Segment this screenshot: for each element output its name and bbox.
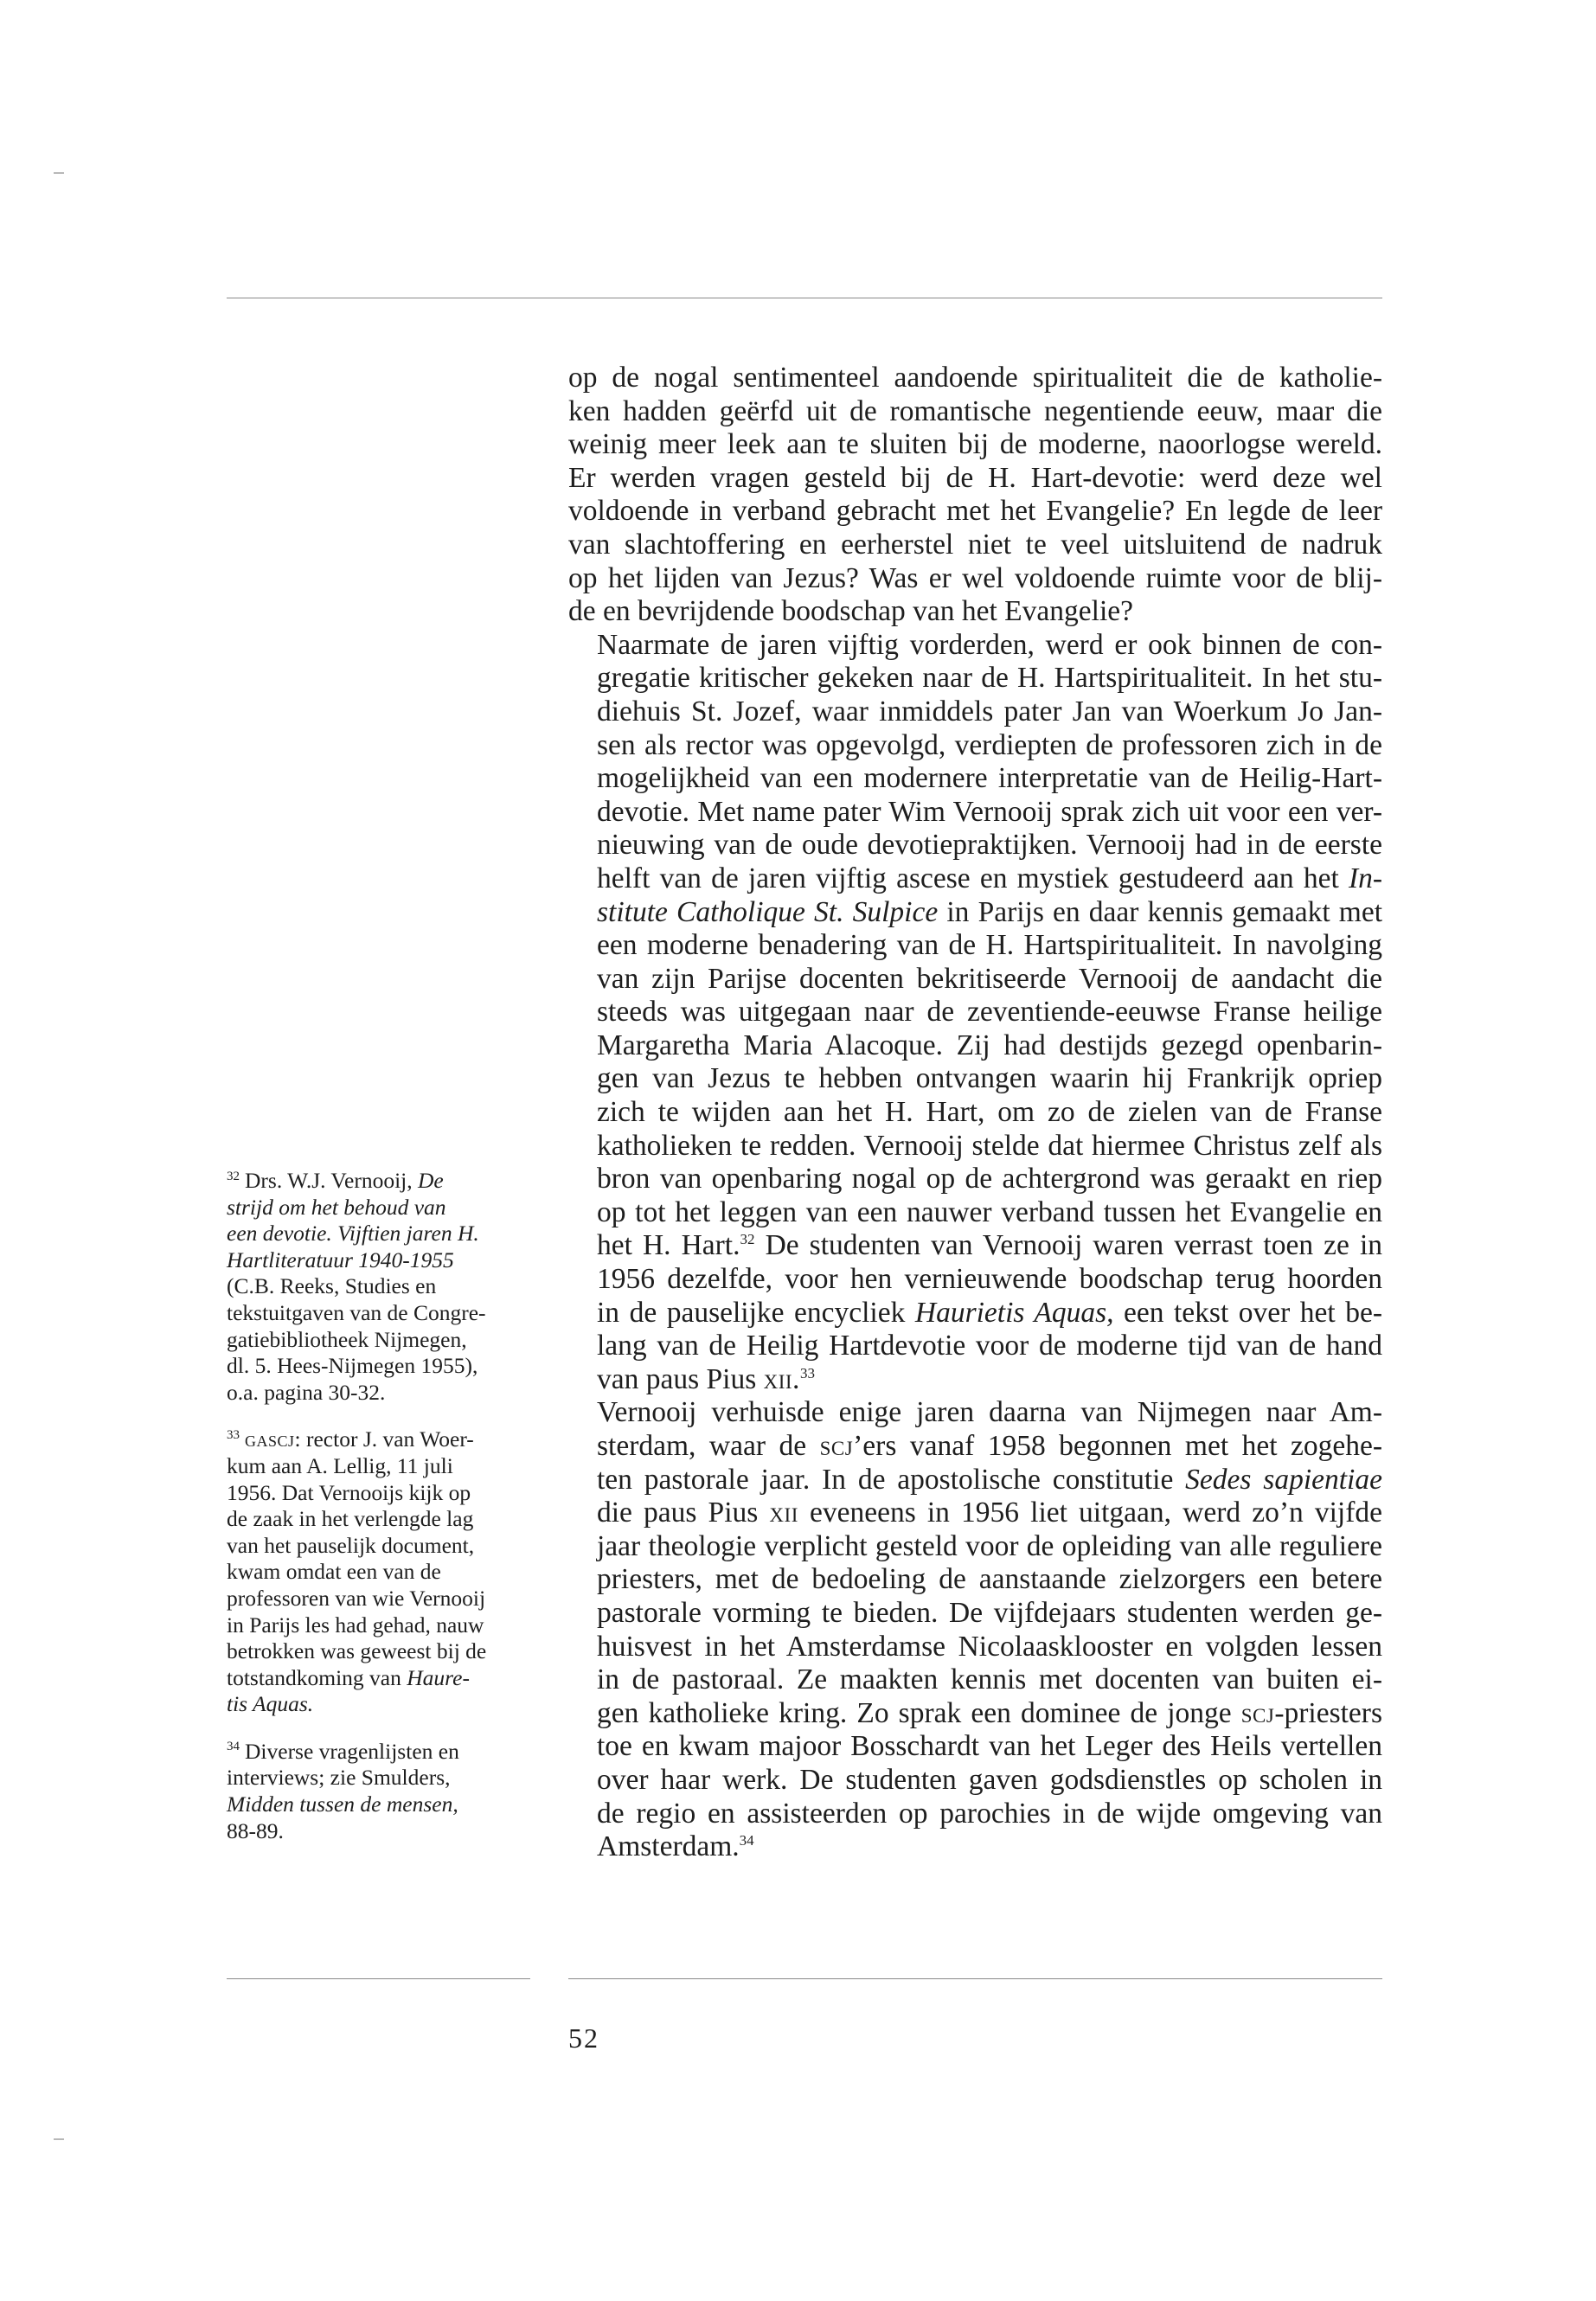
text-line: sen als rector was opgevolgd, verdiepten de professoren zich in de: [597, 728, 1382, 761]
text-line: priesters, met de bedoeling de aanstaande zielzorgers een betere: [597, 1563, 1382, 1596]
text-run: De studenten van Vernooij waren verrast toen ze in: [765, 1229, 1382, 1262]
italic-title: tis Aquas.: [227, 1691, 314, 1717]
text-run: in Parijs en daar kennis gemaakt met: [946, 895, 1383, 928]
footnote-line: gatiebibliotheek Nijmegen,: [227, 1326, 467, 1352]
footnote-line: [227, 1691, 530, 1718]
text-line: weinig meer leek aan te sluiten bij de moderne, naoorlogse wereld.: [568, 428, 1382, 461]
small-caps-text: scj: [819, 1430, 854, 1462]
footnote-line: kum aan A. Lellig, 11 juli: [227, 1452, 453, 1478]
text-line: Er werden vragen gesteld bij de H. Hart-devotie: werd deze wel: [568, 461, 1382, 494]
crop-mark-top: [54, 172, 64, 174]
page-number: 52: [568, 2022, 599, 2054]
text-line: [568, 1497, 1382, 1530]
text-run: Diverse vragenlijsten en: [245, 1738, 459, 1764]
footnote-line: 1956. Dat Vernooijs kijk op: [227, 1479, 471, 1505]
text-line: voldoende in verband gebracht met het Evangelie? En legde de leer: [568, 495, 1382, 528]
small-caps-text: xii.: [763, 1362, 800, 1395]
text-line: van slachtoffering en eerherstel niet te veel uitsluitend de nadruk: [568, 528, 1382, 561]
text-line: ken hadden geërfd uit de romantische negentiende eeuw, maar die: [568, 394, 1382, 427]
text-line: diehuis St. Jozef, waar inmiddels pater Jan van Woerkum Jo Jan-: [597, 695, 1382, 727]
italic-title: een devotie. Vijftien jaren H.: [227, 1221, 479, 1247]
text-line: de regio en assisteerden op parochies in de wijde omgeving van: [597, 1797, 1382, 1830]
footnote-34: [227, 1739, 530, 1844]
text-line: pastorale vorming te bieden. De vijfdejaars studenten werden ge-: [597, 1596, 1382, 1629]
text-line: nieuwing van de oude devotiepraktijken. Vernooij had in de eerste: [597, 829, 1382, 862]
footnote-line: tekstuitgaven van de Congre-: [227, 1299, 486, 1325]
text-line: Margaretha Maria Alacoque. Zij had destijds gezegd openbarin-: [597, 1029, 1382, 1061]
text-line: op de nogal sentimenteel aandoende spiritualiteit die de katholie-: [568, 362, 1382, 394]
text-run: gen katholieke kring. Zo sprak een dominee de jonge: [597, 1696, 1232, 1729]
text-line: [568, 1297, 1382, 1330]
footnote-line: [227, 1739, 530, 1766]
footnote-line: [227, 1195, 530, 1221]
crop-mark-bottom: [54, 2138, 64, 2140]
text-run: het H. Hart.: [597, 1229, 740, 1262]
italic-title: stitute Catholique St. Sulpice: [597, 895, 939, 928]
text-run: -priesters: [1274, 1696, 1382, 1729]
text-run: Amsterdam.: [597, 1830, 740, 1863]
text-line: steeds was uitgegaan naar de zeventiende-eeuwse Franse heilige: [597, 996, 1382, 1029]
text-line: huisvest in het Amsterdamse Nicolaasklooster en volgden lessen: [597, 1630, 1382, 1663]
text-line: bron van openbaring nogal op de achtergrond was geraakt en riep: [597, 1163, 1382, 1195]
text-run: eveneens in 1956 liet uitgaan, werd zo’n vijfde: [809, 1497, 1383, 1529]
text-line: gregatie kritischer gekeken naar de H. Hartspiritualiteit. In het stu-: [597, 662, 1382, 695]
text-line: mogelijkheid van een modernere interpretatie van de Heilig-Hart-: [597, 762, 1382, 795]
text-line: in de pastoraal. Ze maakten kennis met docenten van buiten ei-: [597, 1663, 1382, 1696]
text-line: gen van Jezus te hebben ontvangen waarin hij Frankrijk opriep: [597, 1062, 1382, 1095]
text-run: ten pastorale jaar. In de apostolische constitutie: [597, 1463, 1174, 1496]
text-run: Drs. W.J. Vernooij,: [245, 1168, 413, 1193]
text-line: [568, 1830, 1382, 1864]
footnote-line: dl. 5. Hees-Nijmegen 1955),: [227, 1353, 478, 1379]
text-run: van paus Pius: [597, 1362, 757, 1395]
italic-title: Haurietis Aquas,: [914, 1296, 1114, 1329]
text-run: sterdam, waar de: [597, 1430, 807, 1462]
text-line: devotie. Met name pater Wim Vernooij sprak zich uit voor een ver-: [597, 795, 1382, 828]
italic-title: strijd om het behoud van: [227, 1194, 446, 1220]
footnote-number: 33: [227, 1427, 240, 1442]
footnote-line: [227, 1221, 530, 1247]
text-line: lang van de Heilig Hartdevotie voor de moderne tijd van de hand: [597, 1330, 1382, 1362]
footnote-line: de zaak in het verlengde lag: [227, 1506, 474, 1532]
text-line: 1956 dezelfde, voor hen vernieuwende boodschap terug hoorden: [597, 1263, 1382, 1296]
footnote-33: [227, 1426, 530, 1718]
text-line: [568, 1363, 1382, 1397]
footnote-number: 34: [227, 1740, 240, 1754]
italic-title: In-: [1348, 862, 1383, 894]
text-line: over haar werk. De studenten gaven godsdienstles op scholen in: [597, 1763, 1382, 1796]
footnote-line: [227, 1168, 530, 1195]
text-line: toe en kwam majoor Bosschardt van het Leger des Heils vertellen: [597, 1730, 1382, 1763]
footnote-bottom-rule: [227, 1978, 530, 1979]
footnote-number: 32: [227, 1169, 240, 1183]
footnote-line: [227, 1791, 530, 1818]
footnote-line: 88-89.: [227, 1817, 284, 1843]
body-text: [568, 362, 1382, 1864]
text-run: een tekst over het be-: [1124, 1296, 1383, 1329]
italic-title: Hartliteratuur 1940-1955: [227, 1247, 454, 1272]
text-line: een moderne benadering van de H. Hartspiritualiteit. In navolging: [597, 929, 1382, 962]
paragraph: [568, 1396, 1382, 1863]
italic-title: Sedes sapientiae: [1185, 1463, 1382, 1496]
italic-title: De: [418, 1168, 444, 1193]
text-line: Vernooij verhuisde enige jaren daarna van Nijmegen naar Am-: [597, 1396, 1382, 1429]
small-caps-text: gascj: [245, 1426, 295, 1452]
text-line: [568, 1430, 1382, 1464]
text-run: : rector J. van Woer-: [294, 1426, 474, 1452]
small-caps-text: xii: [769, 1497, 798, 1529]
small-caps-text: scj: [1240, 1696, 1275, 1729]
footnote-line: [227, 1665, 530, 1692]
footnote-ref-34: 34: [739, 1831, 754, 1849]
footnote-line: professoren van wie Vernooij: [227, 1585, 486, 1611]
text-line: katholieken te redden. Vernooij stelde dat hiermee Christus zelf als: [597, 1129, 1382, 1162]
footnote-ref-32: 32: [740, 1231, 755, 1248]
footnote-line: interviews; zie Smulders,: [227, 1765, 451, 1791]
text-line: op het lijden van Jezus? Was er wel voldoende ruimte voor de blij-: [568, 561, 1382, 594]
text-line: [568, 862, 1382, 896]
text-line: de en bevrijdende boodschap van het Evangelie?: [568, 595, 1133, 628]
text-line: [568, 896, 1382, 930]
text-run: helft van de jaren vijftig ascese en mystiek gestudeerd aan het: [597, 862, 1339, 894]
footnote-line: in Parijs les had gehad, nauw: [227, 1612, 484, 1638]
italic-title: Midden tussen de mensen,: [227, 1791, 458, 1817]
text-run: in de pauselijke encycliek: [597, 1296, 906, 1329]
footnote-line: kwam omdat een van de: [227, 1559, 441, 1585]
paragraph: [568, 362, 1382, 629]
paragraph: [568, 629, 1382, 1397]
text-line: [568, 1229, 1382, 1263]
footnote-line: o.a. pagina 30-32.: [227, 1379, 386, 1405]
text-line: op tot het leggen van een nauwer verband tussen het Evangelie en: [597, 1195, 1382, 1228]
footnote-line: van het pauselijk document,: [227, 1532, 475, 1558]
footnote-ref-33: 33: [799, 1364, 815, 1381]
text-line: [568, 1697, 1382, 1731]
text-line: [568, 1464, 1382, 1497]
footnote-line: (C.B. Reeks, Studies en: [227, 1273, 437, 1299]
text-line: Naarmate de jaren vijftig vorderden, werd er ook binnen de con-: [597, 628, 1382, 661]
body-bottom-rule: [568, 1978, 1382, 1979]
text-line: zich te wijden aan het H. Hart, om zo de zielen van de Franse: [597, 1096, 1382, 1129]
text-run: ’ers vanaf 1958 begonnen met het zogehe-: [853, 1430, 1383, 1462]
text-line: jaar theologie verplicht gesteld voor de opleiding van alle reguliere: [597, 1529, 1382, 1562]
text-run: totstandkoming van: [227, 1664, 401, 1690]
footnotes-column: [227, 1168, 530, 1865]
footnote-line: [227, 1426, 530, 1453]
text-line: van zijn Parijse docenten bekritiseerde Vernooij de aandacht die: [597, 962, 1382, 995]
italic-title: Haure-: [407, 1664, 470, 1690]
text-run: die paus Pius: [597, 1497, 759, 1529]
footnote-32: [227, 1168, 530, 1406]
footnote-line: betrokken was geweest bij de: [227, 1638, 487, 1664]
footnote-line: [227, 1247, 530, 1274]
